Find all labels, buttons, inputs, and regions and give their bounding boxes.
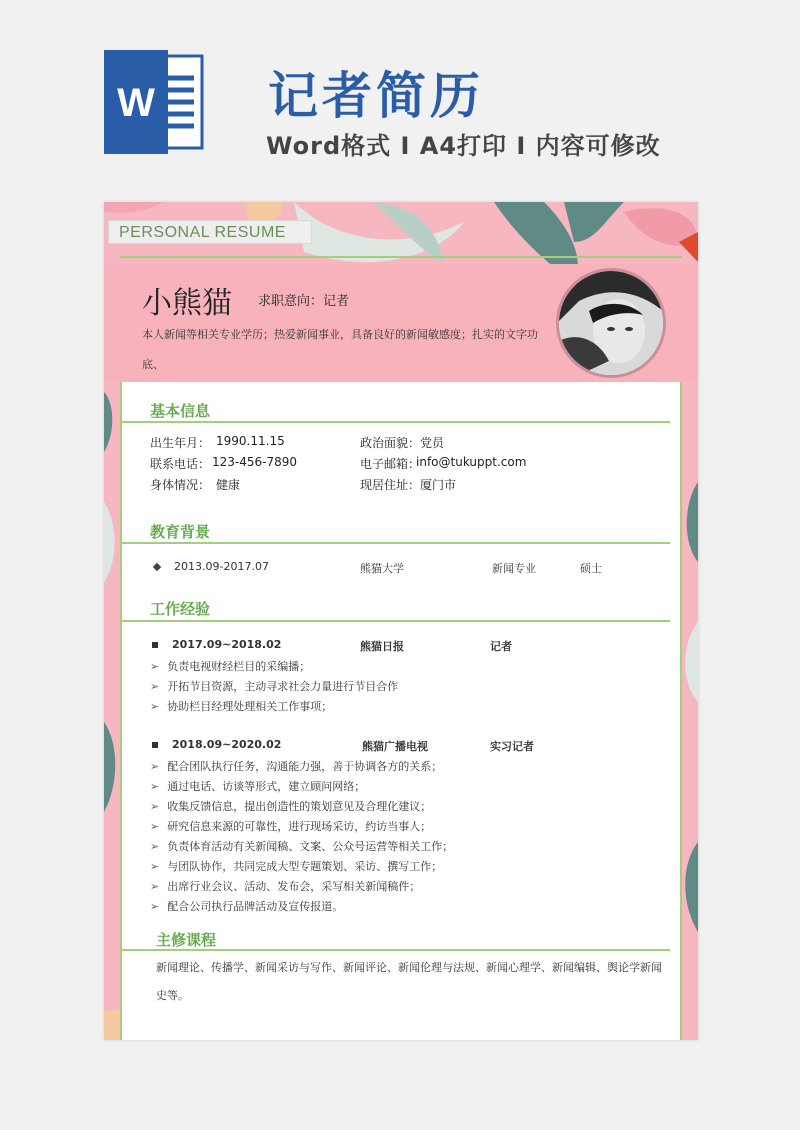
arrow-bullet-icon: ➢ bbox=[150, 780, 160, 793]
politics-label: 政治面貌： bbox=[360, 436, 421, 450]
email-value: info@tukuppt.com bbox=[416, 455, 527, 469]
job-period: 2017.09~2018.02 bbox=[172, 638, 282, 651]
personal-resume-tag: PERSONAL RESUME bbox=[108, 220, 312, 244]
job-duty-item: ➢ 研究信息来源的可靠性，进行现场采访，约访当事人； bbox=[150, 820, 432, 833]
arrow-bullet-icon: ➢ bbox=[150, 820, 160, 833]
education-school: 熊猫大学 bbox=[360, 562, 404, 575]
document-subtitle: Word格式 I A4打印 I 内容可修改 bbox=[266, 132, 661, 160]
job-duty-item: ➢ 与团队协作，共同完成大型专题策划、采访、撰写工作； bbox=[150, 860, 443, 873]
section-divider bbox=[120, 949, 670, 951]
document-title: 记者简历 bbox=[268, 67, 484, 125]
svg-text:W: W bbox=[117, 81, 155, 125]
arrow-bullet-icon: ➢ bbox=[150, 760, 160, 773]
self-intro: 本人新闻等相关专业学历；热爱新闻事业，具备良好的新闻敏感度；扎实的文字功底、 bbox=[142, 328, 538, 371]
education-degree: 硕士 bbox=[580, 562, 602, 575]
job-intent: 求职意向：记者 bbox=[258, 294, 350, 309]
job-duty-item: ➢ 负责电视财经栏目的采编播； bbox=[150, 660, 311, 673]
arrow-bullet-icon: ➢ bbox=[150, 800, 160, 813]
job-duty-item: ➢ 协助栏目经理处理相关工作事项； bbox=[150, 700, 333, 713]
arrow-bullet-icon: ➢ bbox=[150, 840, 160, 853]
politics-value: 党员 bbox=[420, 436, 445, 450]
job-duty-item: ➢ 负责体育活动有关新闻稿、文案、公众号运营等相关工作； bbox=[150, 840, 454, 853]
email-label: 电子邮箱： bbox=[360, 457, 421, 471]
health-label: 身体情况： bbox=[150, 478, 211, 492]
arrow-bullet-icon: ➢ bbox=[150, 900, 160, 913]
profile-photo bbox=[556, 268, 666, 378]
section-divider bbox=[120, 542, 670, 544]
job-role: 记者 bbox=[490, 640, 512, 653]
section-divider bbox=[120, 421, 670, 423]
courses-text: 新闻理论、传播学、新闻采访与写作、新闻评论、新闻伦理与法规、新闻心理学、新闻编辑、舆论学新闻史等。 bbox=[156, 961, 662, 1002]
education-major: 新闻专业 bbox=[492, 562, 536, 575]
section-title-courses: 主修课程 bbox=[156, 931, 217, 949]
job-duty-item: ➢ 通过电话、访谈等形式，建立顾问网络； bbox=[150, 780, 366, 793]
word-document-icon bbox=[104, 50, 208, 154]
section-divider bbox=[120, 620, 670, 622]
section-title-basic: 基本信息 bbox=[150, 402, 211, 420]
arrow-bullet-icon: ➢ bbox=[150, 880, 160, 893]
top-divider bbox=[120, 256, 682, 258]
square-bullet-icon bbox=[152, 742, 158, 748]
phone-label: 联系电话： bbox=[150, 457, 211, 471]
portrait-image bbox=[559, 271, 663, 375]
job-duty-item: ➢ 出席行业会议、活动、发布会，采写相关新闻稿件； bbox=[150, 880, 421, 893]
job-role: 实习记者 bbox=[490, 740, 534, 753]
birth-value: 1990.11.15 bbox=[216, 434, 285, 448]
job-duty-item: ➢ 收集反馈信息，提出创造性的策划意见及合理化建议； bbox=[150, 800, 432, 813]
health-value: 健康 bbox=[216, 478, 241, 492]
job-company: 熊猫广播电视 bbox=[362, 740, 428, 753]
resume-sheet bbox=[104, 202, 698, 1040]
square-bullet-icon bbox=[152, 642, 158, 648]
page-header bbox=[0, 0, 800, 190]
education-period: 2013.09-2017.07 bbox=[174, 560, 269, 573]
arrow-bullet-icon: ➢ bbox=[150, 680, 160, 693]
job-duty-item: ➢ 配合公司执行品牌活动及宣传报道。 bbox=[150, 900, 344, 913]
phone-value: 123-456-7890 bbox=[212, 455, 298, 469]
job-company: 熊猫日报 bbox=[360, 640, 404, 653]
birth-label: 出生年月： bbox=[150, 436, 211, 450]
address-value: 厦门市 bbox=[420, 478, 457, 492]
address-label: 现居住址： bbox=[360, 478, 421, 492]
job-period: 2018.09~2020.02 bbox=[172, 738, 282, 751]
section-title-work: 工作经验 bbox=[150, 600, 211, 618]
arrow-bullet-icon: ➢ bbox=[150, 660, 160, 673]
candidate-name: 小熊猫 bbox=[142, 286, 232, 321]
arrow-bullet-icon: ➢ bbox=[150, 700, 160, 713]
section-title-education: 教育背景 bbox=[150, 523, 211, 541]
job-duty-item: ➢ 开拓节目资源，主动寻求社会力量进行节目合作 bbox=[150, 680, 399, 693]
arrow-bullet-icon: ➢ bbox=[150, 860, 160, 873]
job-duty-item: ➢ 配合团队执行任务，沟通能力强，善于协调各方的关系； bbox=[150, 760, 443, 773]
